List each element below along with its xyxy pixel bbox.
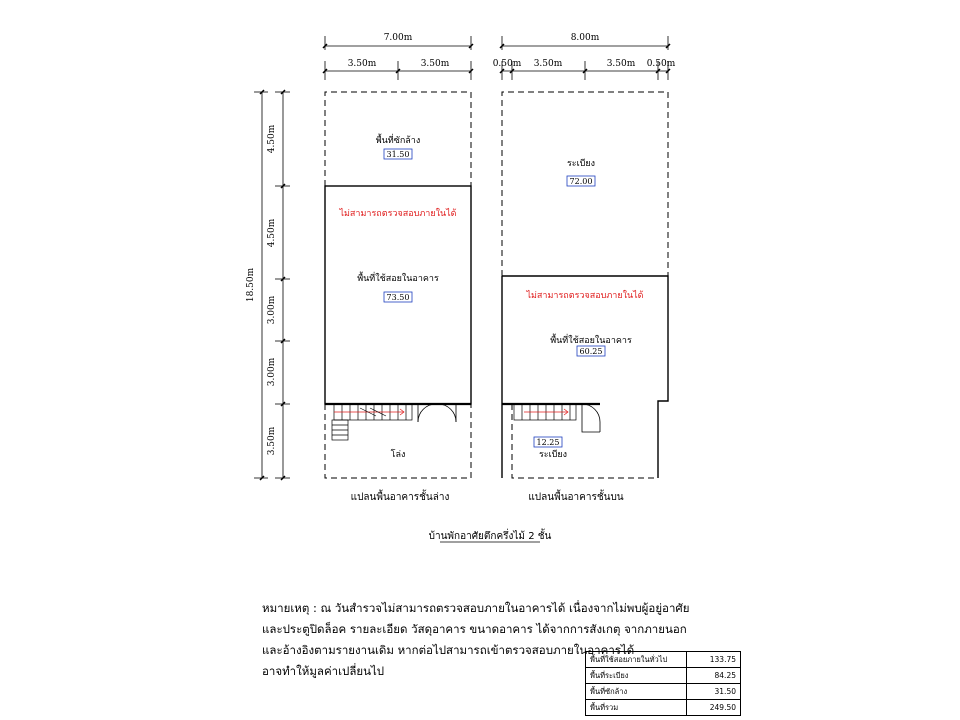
upper-rear-area-label: ระเบียง [566,159,596,169]
summary-label: พื้นที่ใช้สอยภายในทั่วไป [586,652,687,668]
lower-no-access-text: ไม่สามารถตรวจสอบภายในได้ [339,209,457,219]
lower-depth-seg-4: 3.00m [267,357,277,387]
lower-depth-dimension [246,90,268,480]
upper-subwidth-3: 3.50m [606,59,636,69]
summary-value: 133.75 [687,652,741,668]
summary-value: 84.25 [687,668,741,684]
upper-front-area-value: 12.25 [536,438,560,447]
upper-rear-area-value: 72.00 [569,177,593,186]
upper-stair [514,404,576,420]
lower-subwidth-right: 3.50m [420,59,450,69]
upper-plan-title: แปลนพื้นอาคารชั้นบน [528,492,624,503]
lower-interior-value: 73.50 [386,293,410,302]
lower-subwidth-dimension [323,59,473,80]
lower-width-dimension [323,33,473,50]
upper-total-width-label: 8.00m [570,33,600,43]
summary-row [586,668,741,684]
lower-total-width-label: 7.00m [383,33,413,43]
lower-plan-title: แปลนพื้นอาคารชั้นล่าง [350,492,450,503]
lower-depth-seg-3: 3.00m [267,295,277,325]
upper-subwidth-2: 3.50m [533,59,563,69]
remarks-line-2: และประตูปิดล็อค รายละเอียด วัสดุอาคาร ขนาดอาคาร ได้จากการสังเกตุ จากภายนอก [262,622,687,636]
building-caption: บ้านพักอาศัยตึกครึ่งไม้ 2 ชั้น [428,531,552,542]
lower-depth-seg-1: 4.50m [267,124,277,154]
summary-label: พื้นที่รวม [586,700,687,716]
lower-door [418,404,456,422]
summary-row [586,684,741,700]
lower-depth-seg-2: 4.50m [267,218,277,248]
upper-subwidth-1: 0.50m [492,59,522,69]
upper-interior-label: พื้นที่ใช้สอยในอาคาร [550,336,632,346]
summary-value: 249.50 [687,700,741,716]
summary-row [586,700,741,716]
upper-front-area-label: ระเบียง [538,450,568,460]
lower-stair [332,404,412,440]
upper-subwidth-dimension [493,59,676,80]
summary-label: พื้นที่ซักล้าง [586,684,687,700]
remarks-line-4: อาจทำให้มูลค่าเปลี่ยนไป [262,664,385,678]
lower-wash-area-value: 31.50 [386,150,410,159]
upper-width-dimension [500,33,670,50]
lower-interior-label: พื้นที่ใช้สอยในอาคาร [357,274,439,284]
summary-value: 31.50 [687,684,741,700]
lower-depth-segments [267,90,290,480]
lower-front-label: โล่ง [390,450,406,460]
lower-total-depth-label: 18.50m [246,267,256,303]
upper-interior-value: 60.25 [579,347,603,356]
upper-subwidth-4: 0.50m [646,59,676,69]
lower-wash-area-label: พื้นที่ซักล้าง [375,136,421,146]
lower-subwidth-left: 3.50m [347,59,377,69]
area-summary-table [585,651,741,716]
lower-depth-seg-5: 3.50m [267,426,277,456]
upper-no-access-text: ไม่สามารถตรวจสอบภายในได้ [526,291,644,301]
upper-door [582,404,600,432]
remarks-line-3: และอ้างอิงตามรายงานเดิม หากต่อไปสามารถเข้าตรวจสอบภายในอาคารได้ [262,643,635,657]
summary-row [586,652,741,668]
remarks-line-1: หมายเหตุ : ณ วันสำรวจไม่สามารถตรวจสอบภายในอาคารได้ เนื่องจากไม่พบผู้อยู่อาศัย [262,601,690,615]
summary-label: พื้นที่ระเบียง [586,668,687,684]
